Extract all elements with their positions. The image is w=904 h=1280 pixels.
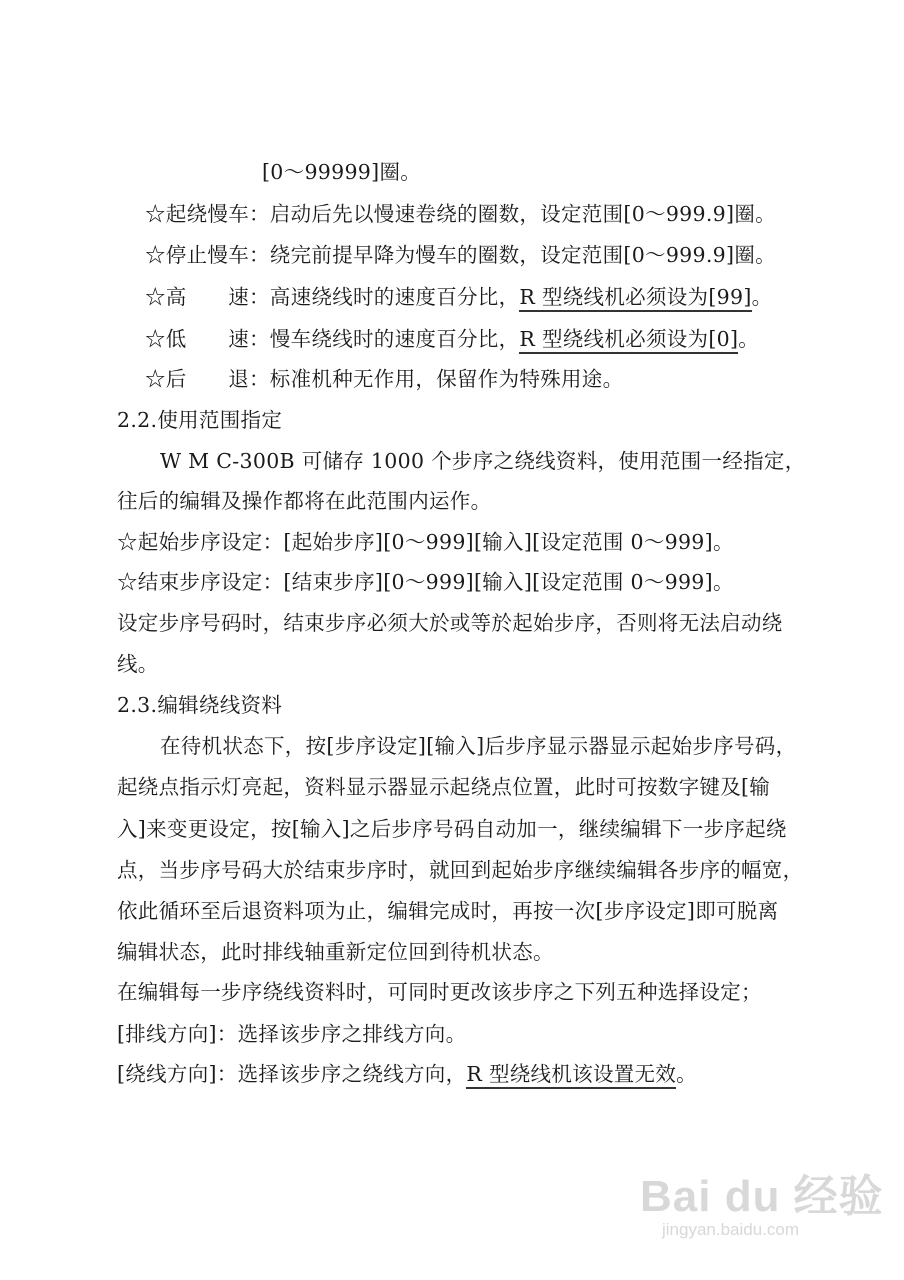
line-text: ☆停止慢车：绕完前提早降为慢车的圈数，设定范围[0～999.9]圈。: [145, 243, 776, 267]
line-text: 往后的编辑及操作都将在此范围内运作。: [117, 489, 492, 513]
line-text: 编辑状态，此时排线轴重新定位回到待机状态。: [117, 940, 554, 964]
text-line: [145, 325, 759, 353]
line-text: 在编辑每一步序绕线资料时，可同时更改该步序之下列五种选择设定；: [117, 980, 762, 1004]
line-text: 2.3.编辑绕线资料: [117, 693, 283, 717]
underlined-note: R 型绕线机该设置无效: [466, 1062, 676, 1089]
text-line: [160, 732, 796, 760]
line-text: W M C-300B 可储存 1000 个步序之绕线资料，使用范围一经指定，: [160, 449, 806, 473]
line-text: 起绕点指示灯亮起，资料显示器显示起绕点位置，此时可按数字键及[输: [117, 775, 771, 799]
line-text: 。: [751, 285, 773, 309]
line-text: 。: [676, 1062, 697, 1086]
line-text: ☆高 速：高速绕线时的速度百分比，: [145, 285, 520, 309]
text-line: [145, 241, 776, 269]
text-line: [117, 568, 734, 596]
line-text: 2.2.使用范围指定: [117, 408, 283, 432]
watermark-brand: Bai du 经验: [640, 1172, 884, 1221]
line-text: 入]来变更设定，按[输入]之后步序号码自动加一，继续编辑下一步序起绕: [117, 817, 787, 841]
line-text: 设定步序号码时，结束步序必须大於或等於起始步序，否则将无法启动绕: [117, 611, 783, 635]
baidu-jingyan-watermark: [640, 1160, 884, 1240]
line-text: 在待机状态下，按[步序设定][输入]后步序显示器显示起始步序号码，: [160, 734, 797, 758]
line-text: [绕线方向]：选择该步序之绕线方向，: [117, 1062, 467, 1086]
text-line: [117, 815, 787, 843]
line-text: ☆低 速：慢车绕线时的速度百分比，: [145, 327, 520, 351]
line-text: [排线方向]：选择该步序之排线方向。: [117, 1022, 467, 1046]
text-line: [117, 978, 762, 1006]
text-line: [117, 1060, 697, 1088]
text-line: [117, 406, 282, 434]
line-text: [0～99999]圈。: [262, 160, 422, 184]
text-line: [117, 1020, 466, 1048]
line-text: ☆后 退：标准机种无作用，保留作为特殊用途。: [145, 367, 624, 391]
text-line: [117, 528, 734, 556]
text-line: [262, 158, 421, 186]
line-text: ☆起绕慢车：启动后先以慢速卷绕的圈数，设定范围[0～999.9]圈。: [145, 202, 776, 226]
text-line: [145, 283, 772, 311]
text-line: [117, 938, 554, 966]
line-text: 线。: [117, 652, 159, 676]
text-line: [117, 691, 282, 719]
text-line: [145, 365, 623, 393]
text-line: [145, 200, 776, 228]
text-line: [117, 609, 783, 637]
text-line: [117, 650, 159, 678]
line-text: ☆起始步序设定：[起始步序][0～999][输入][设定范围 0～999]。: [117, 530, 734, 554]
line-text: 点，当步序号码大於结束步序时，就回到起始步序继续编辑各步序的幅宽，: [117, 858, 804, 882]
text-line: [117, 897, 778, 925]
text-line: [160, 447, 806, 475]
watermark-url: jingyan.baidu.com: [662, 1220, 800, 1239]
underlined-note: R 型绕线机必须设为[0]: [519, 327, 738, 354]
text-line: [117, 773, 770, 801]
line-text: 依此循环至后退资料项为止，编辑完成时，再按一次[步序设定]即可脱离: [117, 899, 779, 923]
line-text: 。: [738, 327, 760, 351]
text-line: [117, 856, 803, 884]
text-line: [117, 487, 491, 515]
line-text: ☆结束步序设定：[结束步序][0～999][输入][设定范围 0～999]。: [117, 570, 734, 594]
underlined-note: R 型绕线机必须设为[99]: [519, 285, 751, 312]
